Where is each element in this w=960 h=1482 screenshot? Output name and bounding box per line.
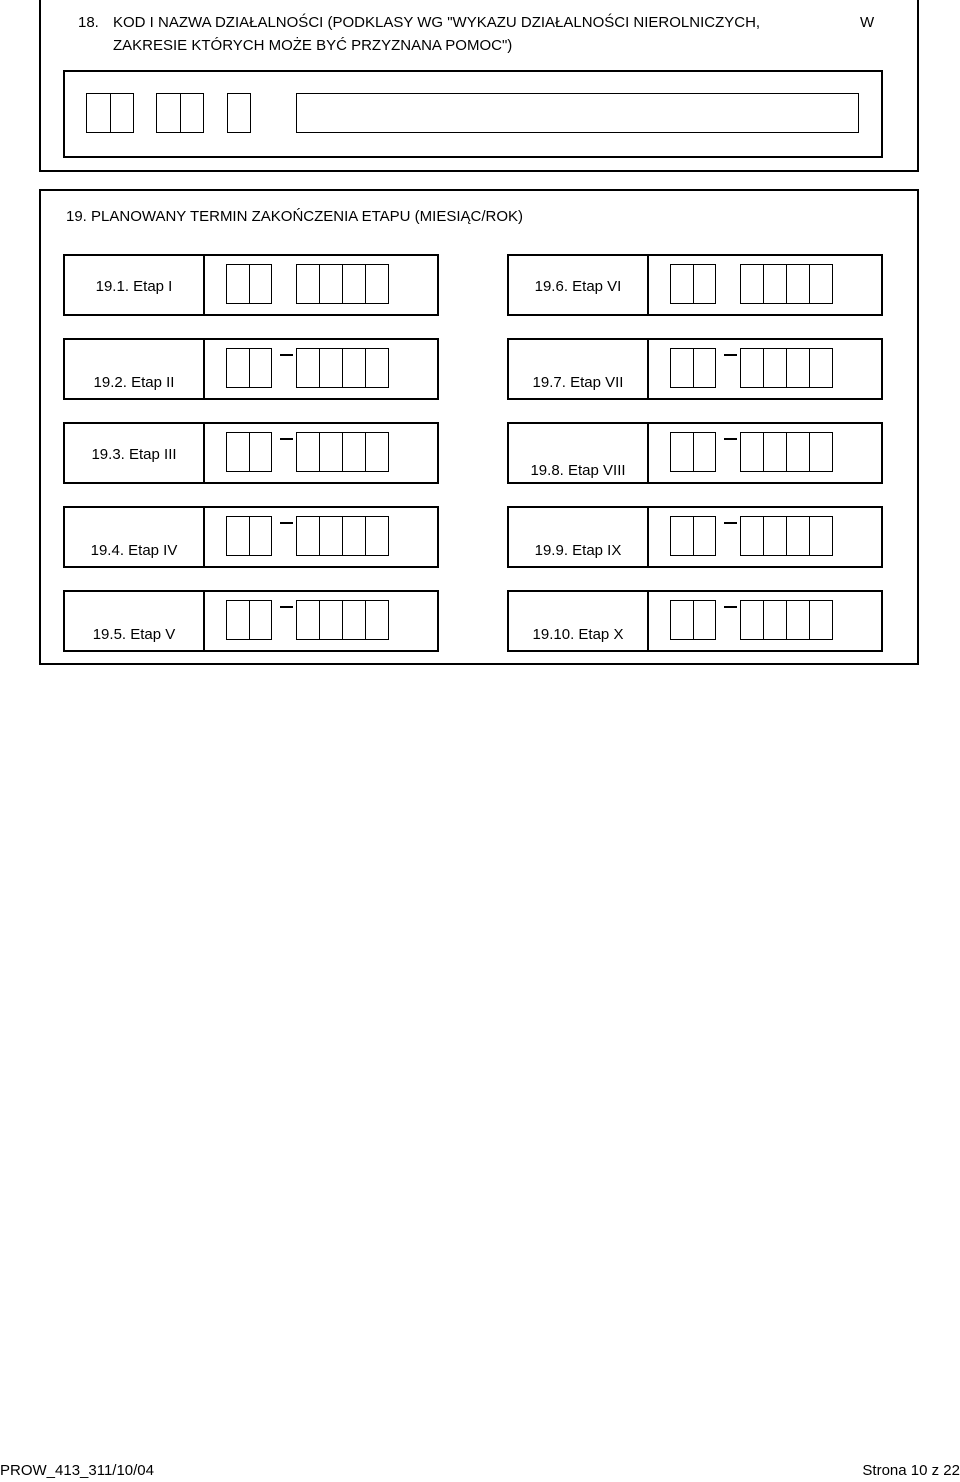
stage-row <box>507 254 883 316</box>
stage-label: 19.6. Etap VI <box>534 278 622 295</box>
stage-divider <box>647 508 649 566</box>
activity-code-cell[interactable] <box>110 93 134 133</box>
year-digit-cell[interactable] <box>319 600 343 640</box>
stage-row <box>63 590 439 652</box>
stage-divider <box>203 256 205 314</box>
date-separator-dash <box>724 522 737 524</box>
section-18-title-line1: KOD I NAZWA DZIAŁALNOŚCI (PODKLASY WG "WYKAZU DZIAŁALNOŚCI NIEROLNICZYCH, <box>113 14 761 31</box>
month-digit-cell[interactable] <box>249 264 272 304</box>
date-separator-dash <box>280 354 293 356</box>
year-digit-cell[interactable] <box>786 348 810 388</box>
year-digit-cell[interactable] <box>365 600 389 640</box>
year-digit-cell[interactable] <box>740 348 764 388</box>
month-digit-cell[interactable] <box>670 264 694 304</box>
year-digit-cell[interactable] <box>319 264 343 304</box>
month-digit-cell[interactable] <box>670 432 694 472</box>
section-18-title-w: W <box>860 14 875 31</box>
year-digit-cell[interactable] <box>365 348 389 388</box>
stage-row <box>63 506 439 568</box>
year-digit-cell[interactable] <box>809 432 833 472</box>
month-digit-cell[interactable] <box>226 348 250 388</box>
date-separator-dash <box>724 354 737 356</box>
year-digit-cell[interactable] <box>319 348 343 388</box>
section-18-title-line2: ZAKRESIE KTÓRYCH MOŻE BYĆ PRZYZNANA POMOC") <box>113 37 513 54</box>
year-digit-cell[interactable] <box>319 516 343 556</box>
stage-label: 19.8. Etap VIII <box>530 462 626 479</box>
month-digit-cell[interactable] <box>226 516 250 556</box>
date-separator-dash <box>724 606 737 608</box>
month-digit-cell[interactable] <box>249 516 272 556</box>
stage-row <box>63 254 439 316</box>
stage-label: 19.2. Etap II <box>93 374 175 391</box>
stage-label: 19.5. Etap V <box>92 626 176 643</box>
year-digit-cell[interactable] <box>319 432 343 472</box>
date-separator-dash <box>724 438 737 440</box>
section-19-title: 19. PLANOWANY TERMIN ZAKOŃCZENIA ETAPU (MIESIĄC/ROK) <box>66 208 524 225</box>
year-digit-cell[interactable] <box>740 432 764 472</box>
year-digit-cell[interactable] <box>365 516 389 556</box>
year-digit-cell[interactable] <box>786 600 810 640</box>
month-digit-cell[interactable] <box>249 348 272 388</box>
month-digit-cell[interactable] <box>226 264 250 304</box>
year-digit-cell[interactable] <box>763 516 787 556</box>
activity-code-cell[interactable] <box>86 93 111 133</box>
year-digit-cell[interactable] <box>809 264 833 304</box>
date-separator-dash <box>280 438 293 440</box>
month-digit-cell[interactable] <box>226 432 250 472</box>
year-digit-cell[interactable] <box>786 516 810 556</box>
stage-label: 19.1. Etap I <box>95 278 173 295</box>
stage-divider <box>203 424 205 482</box>
activity-name-input[interactable] <box>296 93 859 133</box>
month-digit-cell[interactable] <box>670 516 694 556</box>
year-digit-cell[interactable] <box>296 516 320 556</box>
year-digit-cell[interactable] <box>342 264 366 304</box>
year-digit-cell[interactable] <box>296 264 320 304</box>
month-digit-cell[interactable] <box>693 348 716 388</box>
year-digit-cell[interactable] <box>296 600 320 640</box>
year-digit-cell[interactable] <box>342 600 366 640</box>
document-code: PROW_413_311/10/04 <box>0 1462 154 1479</box>
stage-row <box>507 590 883 652</box>
activity-code-cell[interactable] <box>156 93 181 133</box>
month-digit-cell[interactable] <box>226 600 250 640</box>
year-digit-cell[interactable] <box>296 348 320 388</box>
year-digit-cell[interactable] <box>740 600 764 640</box>
activity-code-cell[interactable] <box>180 93 204 133</box>
year-digit-cell[interactable] <box>365 264 389 304</box>
year-digit-cell[interactable] <box>763 432 787 472</box>
year-digit-cell[interactable] <box>342 516 366 556</box>
stage-row <box>63 338 439 400</box>
month-digit-cell[interactable] <box>693 600 716 640</box>
stage-divider <box>203 340 205 398</box>
stage-row <box>507 338 883 400</box>
year-digit-cell[interactable] <box>763 600 787 640</box>
month-digit-cell[interactable] <box>670 600 694 640</box>
year-digit-cell[interactable] <box>365 432 389 472</box>
stage-divider <box>647 592 649 650</box>
year-digit-cell[interactable] <box>786 264 810 304</box>
month-digit-cell[interactable] <box>670 348 694 388</box>
stage-row <box>63 422 439 484</box>
stage-row <box>507 506 883 568</box>
stage-label: 19.4. Etap IV <box>90 542 178 559</box>
stage-label: 19.7. Etap VII <box>532 374 624 391</box>
month-digit-cell[interactable] <box>249 432 272 472</box>
stage-divider <box>647 256 649 314</box>
year-digit-cell[interactable] <box>740 264 764 304</box>
year-digit-cell[interactable] <box>342 348 366 388</box>
stage-divider <box>647 424 649 482</box>
stage-label: 19.10. Etap X <box>532 626 624 643</box>
page-number: Strona 10 z 22 <box>862 1462 960 1479</box>
stage-label: 19.3. Etap III <box>91 446 177 463</box>
date-separator-dash <box>280 522 293 524</box>
year-digit-cell[interactable] <box>809 348 833 388</box>
stage-row <box>507 422 883 484</box>
month-digit-cell[interactable] <box>693 432 716 472</box>
year-digit-cell[interactable] <box>342 432 366 472</box>
stage-divider <box>203 592 205 650</box>
month-digit-cell[interactable] <box>693 516 716 556</box>
activity-code-cell[interactable] <box>227 93 251 133</box>
date-separator-dash <box>280 606 293 608</box>
stage-divider <box>203 508 205 566</box>
year-digit-cell[interactable] <box>763 348 787 388</box>
stage-divider <box>647 340 649 398</box>
stage-label: 19.9. Etap IX <box>534 542 622 559</box>
section-18-number: 18. <box>78 14 99 31</box>
month-digit-cell[interactable] <box>249 600 272 640</box>
year-digit-cell[interactable] <box>763 264 787 304</box>
month-digit-cell[interactable] <box>693 264 716 304</box>
year-digit-cell[interactable] <box>809 600 833 640</box>
year-digit-cell[interactable] <box>296 432 320 472</box>
year-digit-cell[interactable] <box>786 432 810 472</box>
year-digit-cell[interactable] <box>740 516 764 556</box>
year-digit-cell[interactable] <box>809 516 833 556</box>
